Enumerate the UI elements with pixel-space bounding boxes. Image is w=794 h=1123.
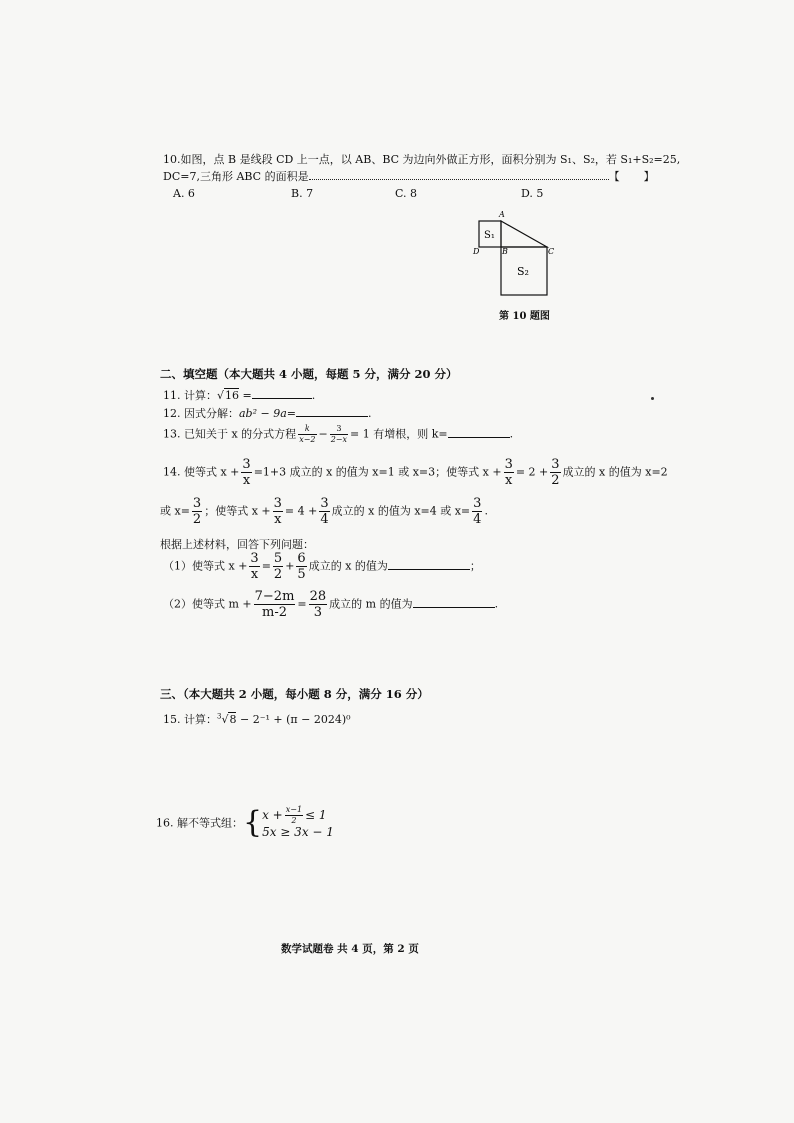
q16-row2: 5x ≥ 3x − 1 xyxy=(262,825,334,839)
label-b: B xyxy=(502,247,508,256)
q10-line2-text: DC=7,三角形 ABC 的面积是 xyxy=(163,170,309,183)
q14-p2-frac2-den: 3 xyxy=(313,605,323,620)
q14-l1-b: =1+3 成立的 x 的值为 x=1 或 x=3；使等式 x + xyxy=(253,465,502,479)
q14-p2-a: （2）使等式 m + xyxy=(163,597,252,611)
q14-p1-frac2-den: 2 xyxy=(273,567,283,582)
left-brace: { xyxy=(243,805,263,840)
q14-l2-a: 或 x= xyxy=(160,504,190,518)
section2-header: 二、填空题（本大题共 4 小题，每题 5 分，满分 20 分） xyxy=(160,367,458,381)
q13-frac1-den: x−2 xyxy=(299,435,316,444)
q14-l1-a: 14. 使等式 x + xyxy=(163,465,240,479)
q14-p2-frac1-num: 7−2m xyxy=(254,589,295,604)
q13-suffix: = 1 有增根，则 k= xyxy=(350,427,448,441)
q14-l2-frac3-num: 3 xyxy=(320,496,329,511)
q11-eq: = xyxy=(239,389,252,402)
q12-prefix: 12. 因式分解： xyxy=(163,407,239,420)
q13-answer-blank[interactable] xyxy=(448,427,510,438)
radical-sign: √ xyxy=(221,713,229,726)
q14-p1-a: （1）使等式 x + xyxy=(163,559,248,573)
q11-prefix: 11. 计算： xyxy=(163,389,217,402)
q10-option-b: B. 7 xyxy=(291,187,314,200)
scan-speck xyxy=(651,397,654,400)
q14-part1 xyxy=(163,552,481,581)
q10-line1: 10.如图，点 B 是线段 CD 上一点，以 AB、BC 为边向外做正方形，面积分别为 S₁、S₂，若 S₁+S₂=25, xyxy=(163,153,681,166)
q14-l2-frac1-den: 2 xyxy=(192,512,202,527)
bracket-close: 】 xyxy=(643,170,655,183)
q14-part2 xyxy=(163,590,498,619)
q10-option-d: D. 5 xyxy=(521,187,544,200)
q13-frac2-num: 3 xyxy=(330,425,348,435)
q14-p1-frac3-den: 5 xyxy=(297,567,306,582)
q14-p1-answer-blank[interactable] xyxy=(388,559,470,570)
q16-r1-frac-num: x−1 xyxy=(285,805,303,814)
section3-header: 三、（本大题共 2 小题，每小题 8 分，满分 16 分） xyxy=(160,687,429,701)
q14-l2-c: = 4 + xyxy=(284,504,318,518)
q14-p1-b: = xyxy=(261,559,271,573)
q14-l2-frac4-num: 3 xyxy=(473,496,482,511)
q11-answer-blank[interactable] xyxy=(252,388,312,399)
q13-frac1 xyxy=(298,425,316,444)
q14-p2-end: . xyxy=(494,597,499,611)
label-s1: S₁ xyxy=(484,230,495,241)
q11-radicand: 16 xyxy=(225,389,240,402)
label-a: A xyxy=(499,210,505,219)
q14-l2-frac2-num: 3 xyxy=(273,496,282,511)
q14-l2-e: . xyxy=(484,504,488,518)
q14-p1-frac3 xyxy=(296,552,306,581)
q14-p2-b: = xyxy=(297,597,307,611)
sqrt-sign: √ xyxy=(217,389,225,402)
q14-p1-d: 成立的 x 的值为 xyxy=(308,559,388,573)
q14-line3: 根据上述材料，回答下列问题： xyxy=(160,538,314,551)
q14-l1-frac3 xyxy=(550,458,560,487)
q14-l2-b: ；使等式 x + xyxy=(204,504,271,518)
label-d: D xyxy=(473,247,480,256)
q14-l1-frac1-num: 3 xyxy=(242,457,251,472)
q14-l1-d: 成立的 x 的值为 x=2 xyxy=(562,465,668,479)
q14-l2-frac2-den: x xyxy=(274,512,282,527)
q14-p1-frac2-num: 5 xyxy=(273,551,283,566)
q15-prefix: 15. 计算： xyxy=(163,713,217,726)
q16-system xyxy=(262,806,334,839)
q12: 12. 因式分解：ab² − 9a= . xyxy=(163,407,372,420)
q15 xyxy=(163,711,351,727)
q13-frac1-num: k xyxy=(298,425,316,435)
q14-l2-frac4 xyxy=(472,497,482,526)
q14-l2-frac3-den: 4 xyxy=(320,512,329,527)
label-c: C xyxy=(548,247,555,256)
q14-p2-frac1 xyxy=(254,590,296,619)
q14-l1-frac1-den: x xyxy=(242,473,251,488)
q15-rest: − 2⁻¹ + (π − 2024)⁰ xyxy=(236,713,351,726)
q14-l1-frac1 xyxy=(241,458,251,487)
q14-p1-end: ； xyxy=(469,559,481,573)
q16-r1-b: ≤ 1 xyxy=(305,808,327,822)
q16-r1-a: x + xyxy=(262,808,283,822)
q14-p2-frac2 xyxy=(309,590,328,619)
figure-caption: 第 10 题图 xyxy=(499,311,550,322)
q14-p1-frac3-num: 6 xyxy=(297,551,306,566)
q12-expr: ab² − 9a= xyxy=(239,407,296,420)
q13-frac2 xyxy=(330,425,348,444)
q16 xyxy=(156,805,334,840)
q11: 11. 计算：√16 = . xyxy=(163,389,316,402)
answer-dots xyxy=(309,171,609,180)
q16-prefix: 16. 解不等式组： xyxy=(156,816,243,830)
q10-figure xyxy=(468,205,568,305)
q13-prefix: 13. 已知关于 x 的分式方程 xyxy=(163,427,297,441)
q15-root-index: 3 xyxy=(217,712,222,721)
label-s2: S₂ xyxy=(517,265,529,278)
q14-p1-frac1-num: 3 xyxy=(250,551,259,566)
q16-r1-frac-den: 2 xyxy=(291,816,297,825)
q16-row1 xyxy=(262,806,334,825)
q14-l1-frac3-num: 3 xyxy=(551,457,560,472)
q14-p1-frac2 xyxy=(273,552,283,581)
q14-p2-frac1-den: m-2 xyxy=(262,605,288,620)
q14-l1-frac2-den: x xyxy=(505,473,513,488)
q12-answer-blank[interactable] xyxy=(296,406,368,417)
q14-p1-c: + xyxy=(285,559,295,573)
q14-l1-c: = 2 + xyxy=(515,465,549,479)
q14-l1-frac3-den: 2 xyxy=(551,473,560,488)
q10-option-c: C. 8 xyxy=(395,187,418,200)
q14-p2-frac2-num: 28 xyxy=(309,589,327,604)
q14-l1-frac2-num: 3 xyxy=(504,457,513,472)
q13-frac2-den: 2−x xyxy=(330,435,348,444)
q14-line1 xyxy=(163,458,668,487)
q14-l2-frac4-den: 4 xyxy=(473,512,482,527)
q13-minus: − xyxy=(318,427,328,441)
q14-p1-frac1-den: x xyxy=(250,567,259,582)
q14-l2-d: 成立的 x 的值为 x=4 或 x= xyxy=(331,504,471,518)
q10-line2 xyxy=(163,168,655,184)
q16-r1-frac xyxy=(285,806,303,825)
q14-l2-frac3 xyxy=(319,497,329,526)
bracket-open: 【 xyxy=(608,170,620,183)
q14-l2-frac1 xyxy=(192,497,202,526)
q14-p2-c: 成立的 m 的值为 xyxy=(329,597,413,611)
q14-p1-frac1 xyxy=(249,552,259,581)
q14-l2-frac2 xyxy=(273,497,283,526)
q13: 13. 已知关于 x 的分式方程 $\frac{k}{x-2}$ − $\frac{3}{2-x}$ = 1 有增根，则 k= . xyxy=(163,424,514,444)
q10-option-a: A. 6 xyxy=(173,187,195,200)
page-footer: 数学试题卷 共 4 页，第 2 页 xyxy=(281,943,419,955)
triangle-abc xyxy=(501,221,547,247)
q14-l1-frac2 xyxy=(504,458,514,487)
q14-line2 xyxy=(160,497,488,526)
q14-p2-answer-blank[interactable] xyxy=(413,597,495,608)
q14-l2-frac1-num: 3 xyxy=(192,496,202,511)
q15-radicand: 8 xyxy=(229,713,237,726)
